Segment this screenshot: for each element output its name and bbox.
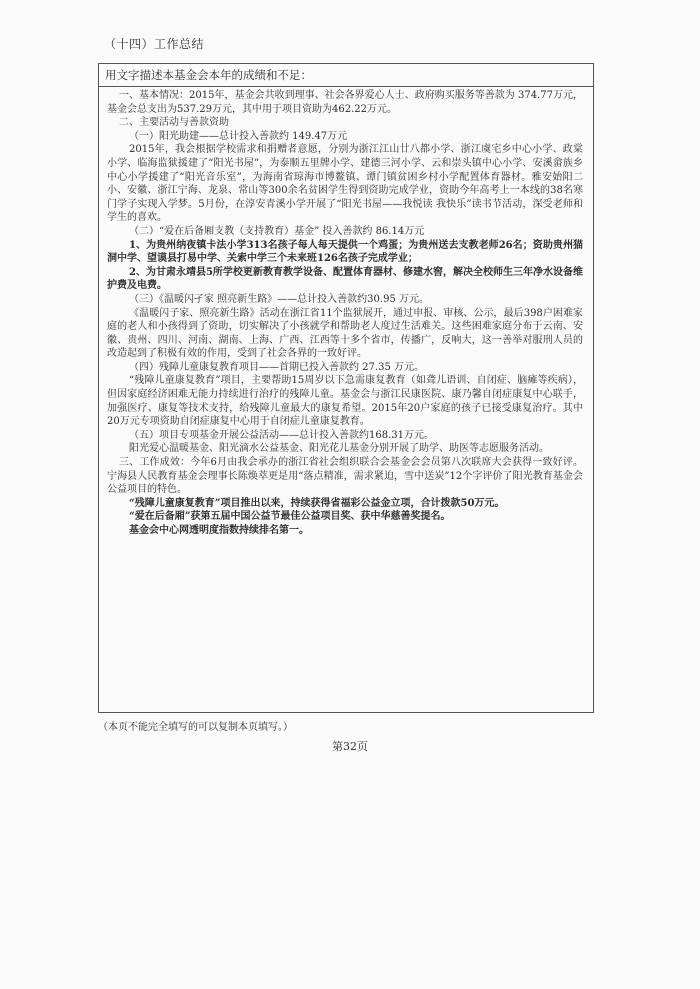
footnote: （本页不能完全填写的可以复制本页填写。） bbox=[98, 722, 293, 733]
summary-paragraph: （一）阳光助建——总计投入善款约 149.47万元 bbox=[129, 130, 348, 142]
summary-paragraph: “爱在后备厢”获第五届中国公益节最佳公益项目奖、获中华慈善奖提名。 bbox=[129, 511, 451, 523]
summary-paragraph: 2、为甘肃永靖县5所学校更新教育教学设备、配置体育器材、修建水窖，解决全校师生三年净水设备维护费及电费。 bbox=[107, 266, 583, 292]
summary-paragraph: “残障儿童康复教育”项目，主要帮助15周岁以下急需康复教育（如聋儿语训、自闭症、脑瘫等疾病），但因家庭经济困难无能力持续进行治疗的残障儿童。基金会与浙江民康医院、康乃馨自闭症康复中心联手，加强医疗、康复等技术支持，给残障儿童最大的康复希望。2015年20户家庭的孩子已接受康复治疗。其中20万元专项资助自闭症康复中心用于自闭症儿童康复教育。 bbox=[107, 375, 583, 428]
form-prompt: 用文字描述本基金会本年的成绩和不足： bbox=[99, 64, 593, 87]
summary-paragraph: （三）《温暖闪孑家 照亮新生路》——总计投入善款约30.95 万元。 bbox=[129, 293, 429, 305]
summary-paragraph: 1、为贵州纳夜镇卡法小学313名孩子每人每天提供一个鸡蛋；为贵州送去支教老师26名；资助贵州猫洞中学、望谟县打易中学、关索中学三个未来班126名孩子完成学业； bbox=[107, 239, 583, 265]
summary-paragraph: 基金会中心网透明度指数持续排名第一。 bbox=[129, 525, 309, 536]
summary-paragraph: （五）项目专项基金开展公益活动——总计投入善款约168.31万元。 bbox=[129, 429, 434, 441]
page-number: 第32页 bbox=[332, 740, 368, 753]
summary-paragraph: 《温暖闪子家、照亮新生路》活动在浙江省11个监狱展开，通过申报、审核、公示，最后398户困难家庭的老人和小孩得到了资助，切实解决了小孩就学和帮助老人度过生活难关。这些困难家庭分布于云南、安徽、贵州、四川、河南、湖南、上海、广西、江西等十多个省市，传播广，反响大，这一善举对服刑人员的改造起到了积极有效的作用，受到了社会各界的一致好评。 bbox=[107, 307, 583, 360]
section-heading: （十四）工作总结 bbox=[104, 37, 205, 51]
summary-content bbox=[99, 87, 593, 538]
summary-form-box bbox=[98, 63, 594, 713]
summary-paragraph: 一、基本情况：2015年，基金会共收到理事、社会各界爱心人士、政府购买服务等善款为 374.77万元，基金会总支出为537.29万元，其中用于项目资助为462.22万元。 bbox=[107, 90, 583, 115]
summary-paragraph: （二）“爱在后备厢支教（支持教育）基金” 投入善款约 86.14万元 bbox=[129, 225, 425, 237]
summary-paragraph: 阳光爱心温暖基金、阳光滴水公益基金、阳光花儿基金分别开展了助学、助医等志愿服务活动。 bbox=[129, 443, 549, 455]
summary-paragraph: （四）残障儿童康复教育项目——首期已投入善款约 27.35 万元。 bbox=[129, 361, 424, 373]
summary-paragraph: 2015年，我会根据学校需求和捐赠者意愿，分别为浙江江山廿八都小学、浙江虞宅乡中心小学、政棠小学、临海监狱援建了“阳光书屋”，为泰顺五里牌小学、建德三河小学、云和崇头镇中心小学、安溪畲族乡中心小学援建了“阳光音乐室”，为海南省琼海市博鳌镇、谭门镇贫困乡村小学配置体育器材。雅安始阳二小、安徽、浙江宁海、龙泉、常山等300余名贫困学生得到资助完成学业，资助今年高考上一本线的38名寒门学子实现入学梦。5月份，在淳安青溪小学开展了“阳光书屋——我悦读 我快乐”读书节活动，深受老师和学生的喜欢。 bbox=[107, 144, 583, 224]
summary-paragraph: “残障儿童康复教育”项目推出以来，持续获得省福彩公益金立项，合计拨款50万元。 bbox=[129, 497, 505, 509]
summary-paragraph: 三、工作成效：今年6月由我会承办的浙江省社会组织联合会基金会会员第八次联席大会获得一致好评。宁海县人民教育基金会理事长陈焕萃更是用“落点精准，需求紧迫，雪中送炭”12个字评价了阳光教育基金会公益项目的特色。 bbox=[107, 457, 583, 496]
summary-paragraph: 二、主要活动与善款资助 bbox=[119, 117, 229, 129]
